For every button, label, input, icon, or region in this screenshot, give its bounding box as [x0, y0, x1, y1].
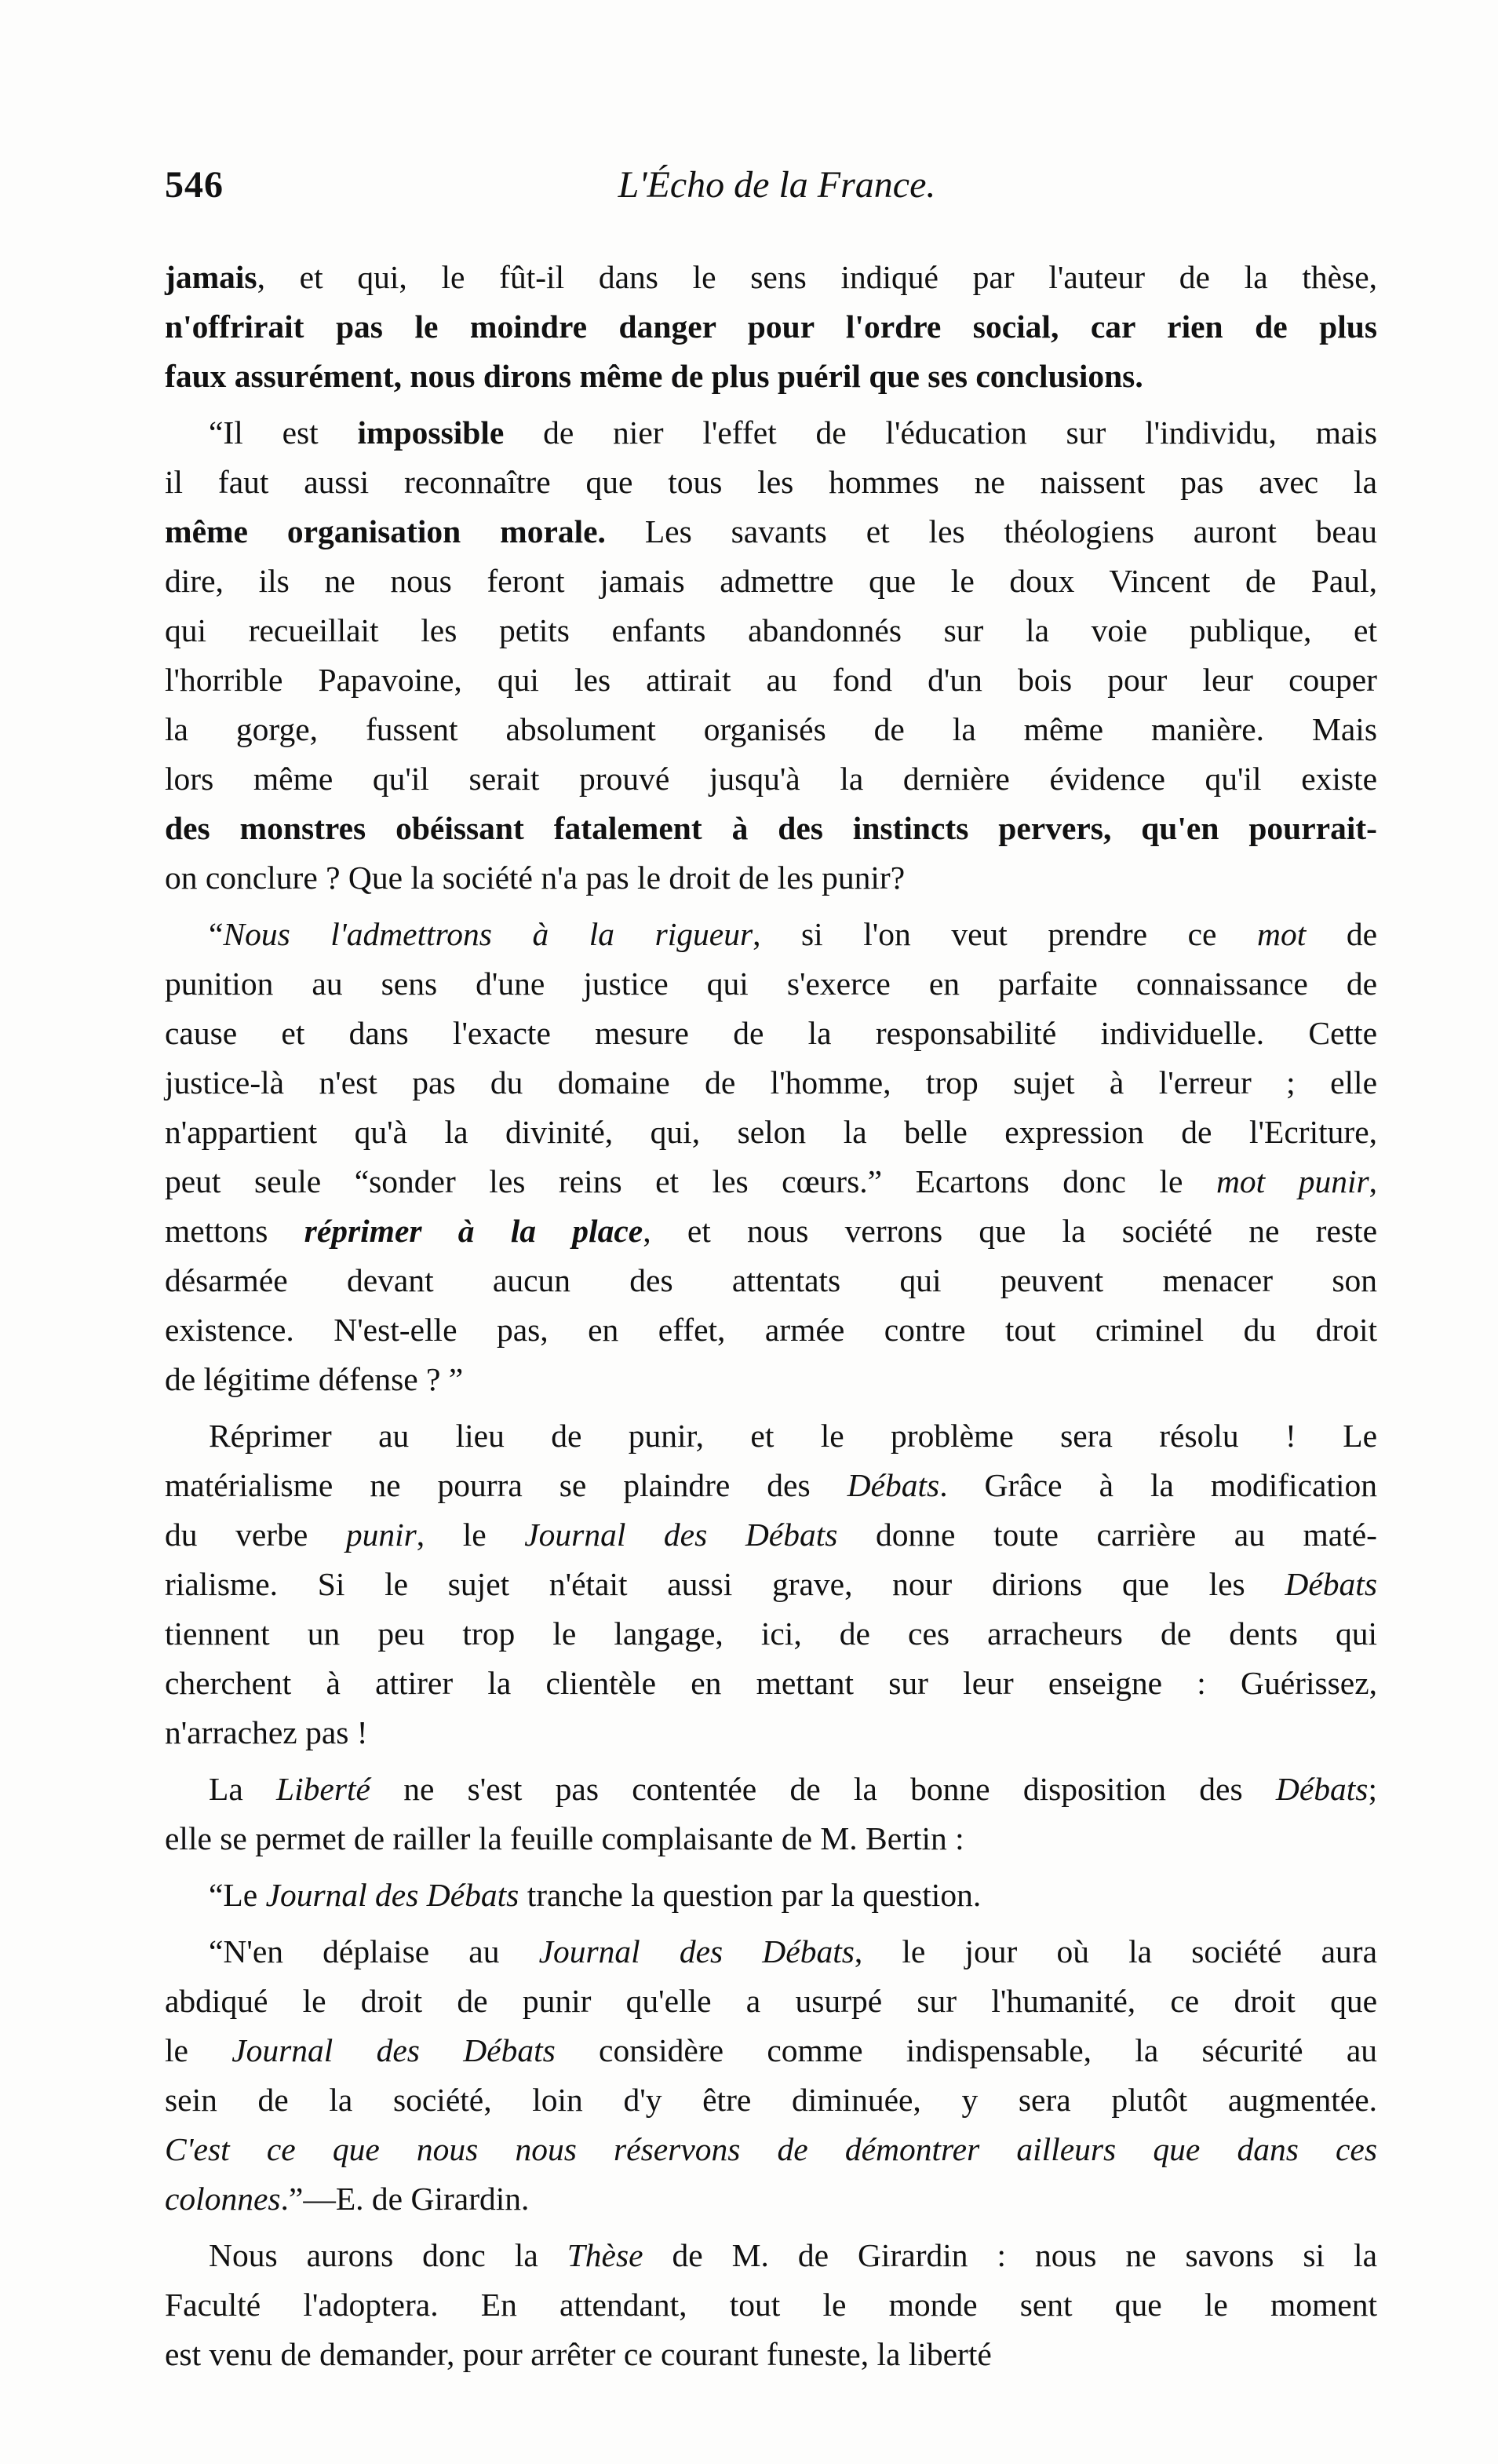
- text-line: [165, 705, 1377, 754]
- text-run: rialisme. Si le sujet n'était aussi grave, nour dirions que les: [165, 1566, 1285, 1602]
- text-line: [165, 1814, 1377, 1864]
- text-line: [165, 1058, 1377, 1108]
- text-line: [165, 655, 1377, 705]
- text-run: Thèse: [567, 2237, 643, 2273]
- text-line: [165, 1659, 1377, 1708]
- text-line: [165, 2280, 1377, 2330]
- paragraph-p5: [165, 1765, 1377, 1864]
- text-line: [165, 1510, 1377, 1560]
- text-line: [165, 302, 1377, 352]
- text-run: dire, ils ne nous feront jamais admettre que le doux Vincent de Paul,: [165, 563, 1377, 599]
- text-run: mot punir: [1216, 1163, 1369, 1199]
- text-run: n'offrirait pas le moindre danger pour l'ordre social, car rien de plus: [165, 308, 1377, 345]
- text-line: [165, 2026, 1377, 2075]
- text-run: Faculté l'adoptera. En attendant, tout le monde sent que le moment: [165, 2287, 1377, 2323]
- text-run: punir: [345, 1517, 417, 1553]
- text-run: considère comme indispensable, la sécurité au: [555, 2032, 1378, 2068]
- text-line: [165, 910, 1377, 959]
- text-line: [165, 1108, 1377, 1157]
- text-run: Nous aurons donc la: [209, 2237, 567, 2273]
- text-run: peut seule “sonder les reins et les cœurs.” Ecartons donc le: [165, 1163, 1216, 1199]
- text-line: [165, 1305, 1377, 1355]
- text-run: ne s'est pas contentée de la bonne disposition des: [370, 1771, 1276, 1807]
- text-line: [165, 1461, 1377, 1510]
- text-line: [165, 1256, 1377, 1305]
- text-line: [165, 557, 1377, 606]
- text-line: [165, 1157, 1377, 1206]
- text-run: Réprimer au lieu de punir, et le problème sera résolu ! Le: [209, 1418, 1377, 1454]
- text-line: [165, 754, 1377, 804]
- paragraph-p3: [165, 910, 1377, 1404]
- text-run: cause et dans l'exacte mesure de la responsabilité individuelle. Cette: [165, 1015, 1377, 1051]
- text-run: l'horrible Papavoine, qui les attirait au fond d'un bois pour leur couper: [165, 662, 1377, 698]
- text-run: La: [209, 1771, 277, 1807]
- text-run: qui recueillait les petits enfants abandonnés sur la voie publique, et: [165, 612, 1377, 648]
- text-run: Liberté: [276, 1771, 370, 1807]
- text-run: désarmée devant aucun des attentats qui peuvent menacer son: [165, 1262, 1377, 1298]
- text-run: réprimer à la place: [304, 1213, 643, 1249]
- text-run: Journal des Débats: [524, 1517, 838, 1553]
- text-run: impossible: [357, 414, 505, 451]
- text-run: jamais: [165, 259, 257, 295]
- paragraph-p4: [165, 1411, 1377, 1758]
- text-line: [165, 408, 1377, 458]
- text-run: sein de la société, loin d'y être diminuée, y sera plutôt augmentée.: [165, 2082, 1377, 2118]
- paragraph-p7: [165, 1927, 1377, 2224]
- text-run: de nier l'effet de l'éducation sur l'individu, mais: [504, 414, 1377, 451]
- text-run: Journal des Débats: [265, 1877, 519, 1913]
- text-run: Débats: [1275, 1771, 1369, 1807]
- text-line: [165, 1765, 1377, 1814]
- text-run: “Il est: [209, 414, 358, 451]
- text-run: C'est ce que nous nous réservons de démontrer ailleurs que dans ces: [165, 2131, 1377, 2167]
- text-line: [165, 1206, 1377, 1256]
- page-header: [165, 163, 1389, 218]
- text-run: punition au sens d'une justice qui s'exerce en parfaite connaissance de: [165, 966, 1377, 1002]
- text-run: Journal des Débats: [231, 2032, 556, 2068]
- paragraph-p6: [165, 1871, 1377, 1920]
- text-run: , et nous verrons que la société ne reste: [643, 1213, 1377, 1249]
- text-line: [165, 253, 1377, 302]
- text-run: . Grâce à la modification: [939, 1467, 1377, 1503]
- text-line: [165, 1009, 1377, 1058]
- text-run: Débats: [847, 1467, 940, 1503]
- text-line: [165, 2330, 1377, 2379]
- text-run: des monstres obéissant fatalement à des instincts pervers, qu'en pourrait-: [165, 810, 1377, 846]
- text-run: .”—E. de Girardin.: [280, 2181, 530, 2217]
- text-line: [165, 606, 1377, 655]
- text-run: , le: [416, 1517, 525, 1553]
- text-run: le: [165, 2032, 232, 2068]
- text-run: Journal des Débats: [538, 1933, 855, 1969]
- text-run: Nous l'admettrons à la rigueur: [223, 916, 753, 952]
- text-line: [165, 1927, 1377, 1977]
- text-line: [165, 804, 1377, 853]
- paragraph-p1: [165, 253, 1377, 401]
- text-line: [165, 853, 1377, 903]
- text-run: , et qui, le fût-il dans le sens indiqué par l'auteur de la thèse,: [257, 259, 1377, 295]
- text-run: il faut aussi reconnaître que tous les hommes ne naissent pas avec la: [165, 464, 1377, 500]
- text-run: , le jour où la société aura: [854, 1933, 1377, 1969]
- text-run: “Le: [209, 1877, 266, 1913]
- text-run: abdiqué le droit de punir qu'elle a usurpé sur l'humanité, ce droit que: [165, 1983, 1377, 2019]
- text-run: faux assurément, nous dirons même de plus puéril que ses conclusions.: [165, 358, 1143, 394]
- text-line: [165, 507, 1377, 557]
- text-run: même organisation morale.: [165, 513, 606, 549]
- text-line: [165, 1411, 1377, 1461]
- text-run: n'appartient qu'à la divinité, qui, selon la belle expression de l'Ecriture,: [165, 1114, 1377, 1150]
- page-number: 546: [165, 164, 224, 206]
- text-run: est venu de demander, pour arrêter ce courant funeste, la liberté: [165, 2336, 992, 2372]
- text-run: de: [1306, 916, 1377, 952]
- text-run: matérialisme ne pourra se plaindre des: [165, 1467, 847, 1503]
- text-line: [165, 1977, 1377, 2026]
- text-line: [165, 2075, 1377, 2125]
- text-line: [165, 2174, 1377, 2224]
- text-run: la gorge, fussent absolument organisés de la même manière. Mais: [165, 711, 1377, 747]
- text-line: [165, 1708, 1377, 1758]
- text-run: de légitime défense ? ”: [165, 1361, 464, 1397]
- text-run: tiennent un peu trop le langage, ici, de ces arracheurs de dents qui: [165, 1615, 1377, 1652]
- text-run: justice-là n'est pas du domaine de l'homme, trop sujet à l'erreur ; elle: [165, 1064, 1377, 1101]
- paragraph-p2: [165, 408, 1377, 903]
- text-run: mot: [1257, 916, 1307, 952]
- text-run: elle se permet de railler la feuille complaisante de M. Bertin :: [165, 1820, 964, 1856]
- text-run: du verbe: [165, 1517, 346, 1553]
- text-run: n'arrachez pas !: [165, 1714, 368, 1750]
- text-run: mettons: [165, 1213, 304, 1249]
- text-run: “N'en déplaise au: [209, 1933, 539, 1969]
- text-run: Les savants et les théologiens auront beau: [605, 513, 1377, 549]
- text-line: [165, 959, 1377, 1009]
- text-run: cherchent à attirer la clientèle en mettant sur leur enseigne : Guérissez,: [165, 1665, 1377, 1701]
- text-run: ,: [1369, 1163, 1378, 1199]
- text-run: on conclure ? Que la société n'a pas le droit de les punir?: [165, 860, 906, 896]
- text-line: [165, 2125, 1377, 2174]
- text-line: [165, 352, 1377, 401]
- running-title: L'Écho de la France.: [618, 164, 936, 206]
- paragraph-p8: [165, 2231, 1377, 2379]
- text-line: [165, 1609, 1377, 1659]
- text-run: , si l'on veut prendre ce: [753, 916, 1258, 952]
- text-line: [165, 1560, 1377, 1609]
- text-line: [165, 1355, 1377, 1404]
- text-run: Débats: [1285, 1566, 1377, 1602]
- text-line: [165, 1871, 1377, 1920]
- body-text: [165, 253, 1377, 2379]
- text-run: donne toute carrière au maté-: [837, 1517, 1377, 1553]
- text-run: tranche la question par la question.: [519, 1877, 982, 1913]
- text-run: ;: [1368, 1771, 1377, 1807]
- text-run: lors même qu'il serait prouvé jusqu'à la dernière évidence qu'il existe: [165, 761, 1377, 797]
- text-line: [165, 458, 1377, 507]
- text-run: de M. de Girardin : nous ne savons si la: [643, 2237, 1377, 2273]
- text-line: [165, 2231, 1377, 2280]
- text-run: colonnes: [165, 2181, 281, 2217]
- text-run: existence. N'est-elle pas, en effet, armée contre tout criminel du droit: [165, 1312, 1377, 1348]
- text-run: “: [209, 916, 224, 952]
